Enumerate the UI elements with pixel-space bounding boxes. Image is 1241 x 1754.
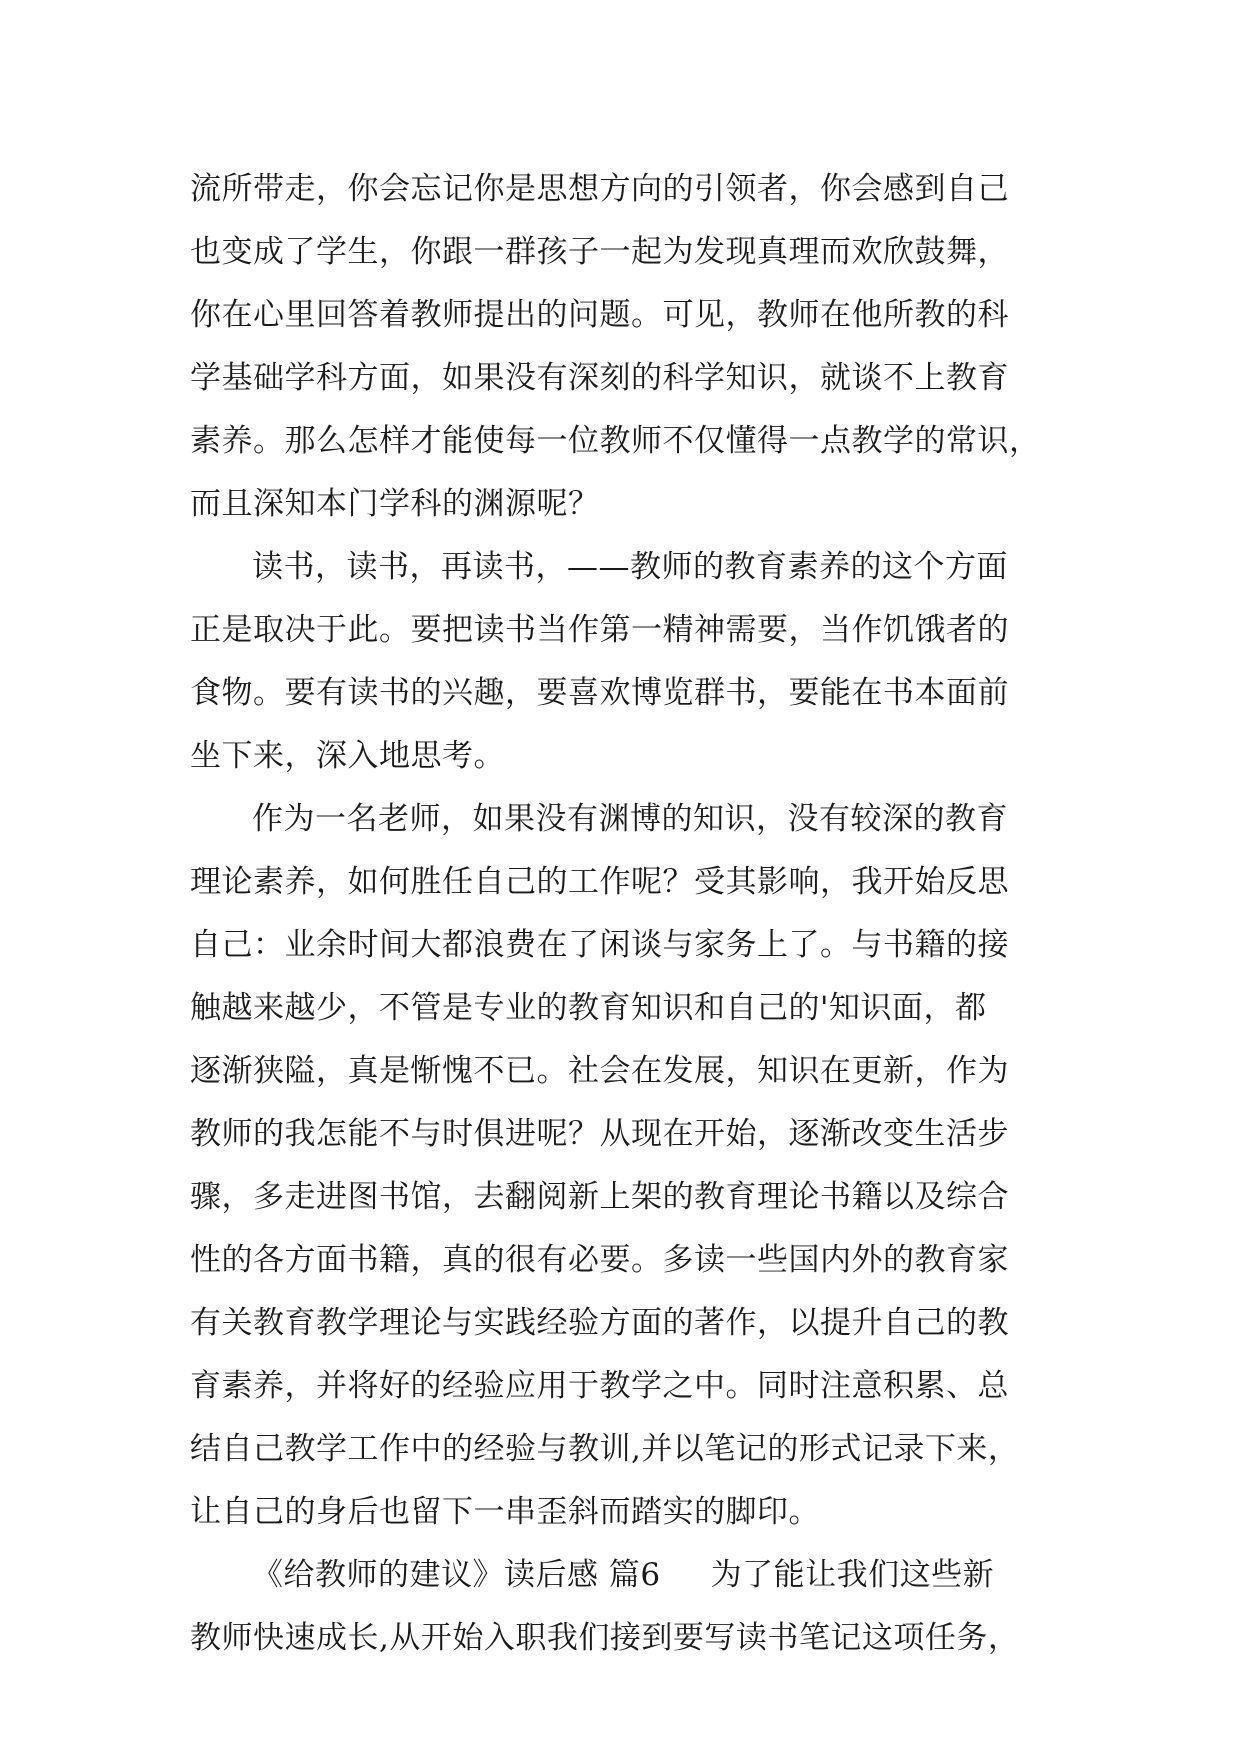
- body-text: [190, 158, 1050, 1670]
- text-line: 骤，多走进图书馆，去翻阅新上架的教育理论书籍以及综合: [190, 1179, 1009, 1215]
- text-line: 让自己的身后也留下一串歪斜而踏实的脚印。: [190, 1494, 820, 1530]
- paragraph-start-line: 读书，读书，再读书，——教师的教育素养的这个方面: [252, 549, 1008, 585]
- text-line: 教师快速成长,从开始入职我们接到要写读书笔记这项任务，: [190, 1620, 1020, 1656]
- text-line: 流所带走，你会忘记你是思想方向的引领者，你会感到自己: [190, 171, 1009, 207]
- section-heading-line: [190, 1544, 1050, 1607]
- text-line: 教师的我怎能不与时俱进呢？从现在开始，逐渐改变生活步: [190, 1116, 1009, 1152]
- text-line: 坐下来，深入地思考。: [190, 738, 505, 774]
- text-line: 素养。那么怎样才能使每一位教师不仅懂得一点教学的常识，: [190, 423, 1041, 459]
- text-line: 也变成了学生，你跟一群孩子一起为发现真理而欢欣鼓舞，: [190, 234, 1009, 270]
- text-line: 性的各方面书籍，真的很有必要。多读一些国内外的教育家: [190, 1242, 1009, 1278]
- text-line: 育素养，并将好的经验应用于教学之中。同时注意积累、总: [190, 1368, 1009, 1404]
- text-line: 有关教育教学理论与实践经验方面的著作，以提升自己的教: [190, 1305, 1009, 1341]
- text-line: 结自己教学工作中的经验与教训,并以笔记的形式记录下来，: [190, 1431, 1020, 1467]
- text-line: 触越来越少，不管是专业的教育知识和自己的'知识面，都: [190, 990, 987, 1026]
- text-line: 正是取决于此。要把读书当作第一精神需要，当作饥饿者的: [190, 612, 1009, 648]
- text-line: 理论素养，如何胜任自己的工作呢？受其影响，我开始反思: [190, 864, 1009, 900]
- section-heading: 《给教师的建议》读后感 篇6: [252, 1557, 661, 1593]
- text-line: 而且深知本门学科的渊源呢？: [190, 486, 600, 522]
- text-line: 你在心里回答着教师提出的问题。可见，教师在他所教的科: [190, 297, 1009, 333]
- section-text: 为了能让我们这些新: [710, 1557, 995, 1593]
- paragraph-start-line: 作为一名老师，如果没有渊博的知识，没有较深的教育: [252, 801, 1008, 837]
- text-line: 食物。要有读书的兴趣，要喜欢博览群书，要能在书本面前: [190, 675, 1009, 711]
- text-line: 学基础学科方面，如果没有深刻的科学知识，就谈不上教育: [190, 360, 1009, 396]
- text-line: 自己：业余时间大都浪费在了闲谈与家务上了。与书籍的接: [190, 927, 1009, 963]
- text-line: 逐渐狭隘，真是惭愧不已。社会在发展，知识在更新，作为: [190, 1053, 1009, 1089]
